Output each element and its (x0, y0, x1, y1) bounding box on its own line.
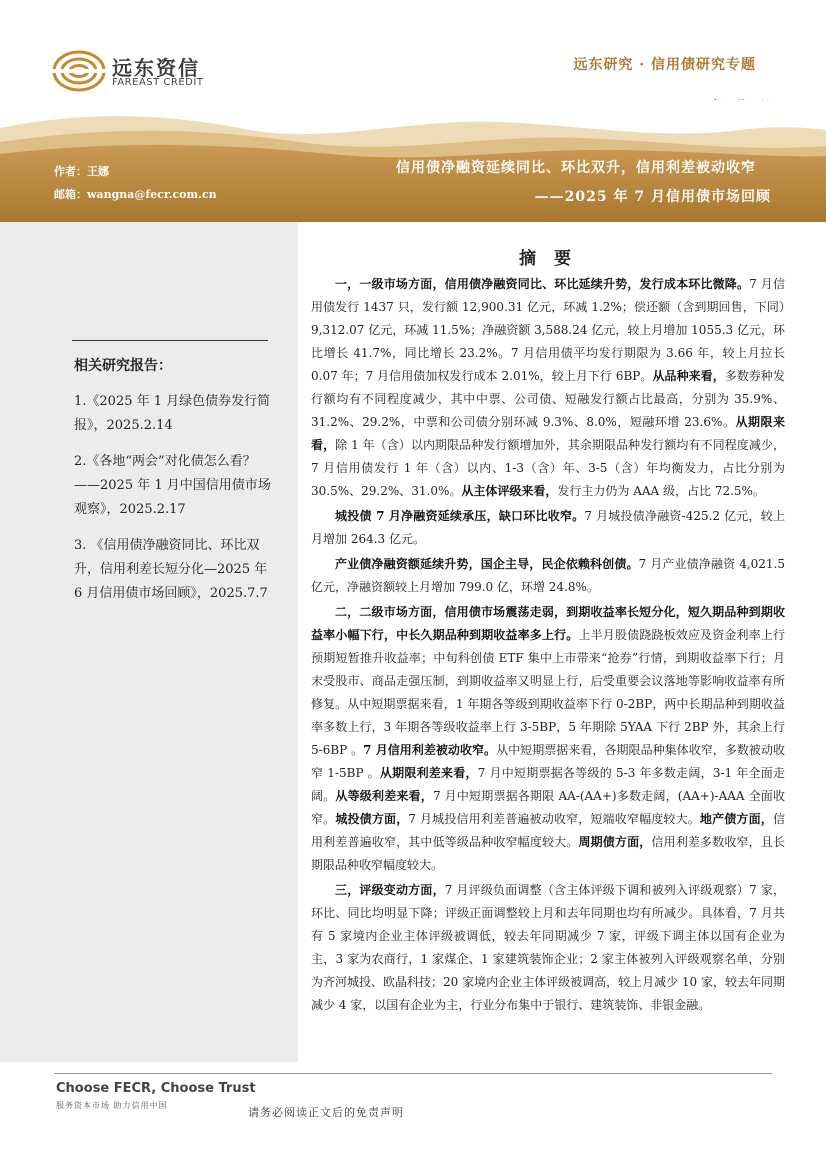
paragraph-lead-text: 二，二级市场方面，信用债市场震荡走弱，到期收益率长短分化，短久期品种到期收益率小幅下行，中长久期品种到期收益率多上行。 (311, 605, 785, 642)
paragraph-text: 上半月股债跷跷板效应及资金利率上行预期短暂推升收益率；中旬科创债 ETF 集中上市带来“抢券”行情，到期收益率下行；月末受股市、商品走强压制，到期收益率又明显上行，后受重要会议落地等影响收益率有所修复。从中短期票据来看，1 年期各等级到期收益率下行 0-2BP，两中长期品种到期收益率多数上行，3 年期各等级收益率上行 3-5BP，5 年期除 5YAA 下行 2BP 外，其余上行 5-6BP 。 (311, 628, 785, 757)
paragraph-text: 除 1 年（含）以内期限品种发行额增加外，其余期限品种发行额均有不同程度减少，7 月信用债发行 1 年（含）以内、1-3（含）年、3-5（含）年均衡发力，占比分别为 30.5%、29.2%、31.0%。 (311, 438, 785, 498)
paragraph-lead-text: 城投债方面， (335, 812, 409, 826)
paragraph-text: 信用利差多数收窄，且长期限品种收窄幅度较大。 (311, 835, 785, 872)
paragraph-lead-text: 从期限来看， (311, 415, 785, 452)
fareast-logo-icon (52, 50, 106, 92)
footer-slogan-english: Choose FECR, Choose Trust (56, 1081, 256, 1096)
footer-divider (54, 1073, 772, 1074)
related-report-item[interactable]: 2.《各地“两会”对化债怎么看？——2025 年 1 月中国信用债市场观察》，2025.2.17 (74, 454, 271, 517)
paragraph-lead-text: 从主体评级来看， (461, 484, 558, 498)
author-name: 王娜 (87, 165, 109, 178)
paragraph-text: 7 月产业债净融资 4,021.5 亿元，净融资额较上月增加 799.0 亿，环增 24.8%。 (311, 557, 785, 594)
abstract-body (311, 273, 785, 1017)
related-reports-heading: 相关研究报告： (74, 358, 172, 374)
paragraph-text: 7 月中短期票据各期限 AA-(AA+)多数走阔，(AA+)-AAA 全面收窄。 (311, 789, 785, 826)
related-report-item[interactable]: 3. 《信用债净融资同比、环比双升，信用利差长短分化—2025 年 6 月信用债市场回顾》，2025.7.7 (74, 538, 268, 601)
paragraph-lead-text: 产业债净融资额延续升势，国企主导，民企依赖科创债。 (335, 557, 639, 571)
abstract-section (311, 244, 785, 1019)
report-series: 远东研究 · 信用债研究专题 (573, 57, 756, 73)
sidebar-panel (0, 222, 298, 1062)
paragraph-lead-text: 从期限利差来看， (379, 766, 478, 780)
paragraph-lead-text: 地产债方面， (699, 812, 773, 826)
logo-english-name: FAREAST CREDIT (112, 77, 204, 88)
paragraph-text: 发行主力仍为 AAA 级，占比 72.5%。 (557, 484, 765, 498)
abstract-paragraph (311, 879, 785, 1017)
paragraph-text: 从中短期票据来看，各期限品种集体收窄，多数被动收窄 1-5BP 。 (311, 743, 785, 780)
paragraph-text: 7 月城投债净融资-425.2 亿元，较上月增加 264.3 亿元。 (311, 509, 785, 546)
abstract-paragraph (311, 553, 785, 599)
paragraph-text: 7 月信用债发行 1437 只，发行额 12,900.31 亿元，环减 1.2%；偿还额（含到期回售，下同）9,312.07 亿元，环减 11.5%；净融资额 3,588.24 亿元，较上月增加 1055.3 亿元，环比增长 41.7%，同比增长 23.2%。7 月信用债平均发行期限为 3.66 年，较上月拉长 0.07 年；7 月信用债加权发行成本 2.01%，较上月下行 6BP。 (311, 277, 785, 383)
email-line (54, 186, 217, 202)
abstract-title: 摘 要 (519, 249, 577, 269)
email-label: 邮箱： (54, 188, 87, 201)
paragraph-lead-text: 城投债 7 月净融资延续承压，缺口环比收窄。 (335, 509, 585, 523)
paragraph-text: 多数券种发行额均有不同程度减少，其中中票、公司债、短融发行额占比最高，分别为 35.9%、31.2%、29.2%，中票和公司债分别环减 9.3%、8.0%，短融环增 23.6%。 (311, 369, 785, 429)
paragraph-text: 7 月评级负面调整（含主体评级下调和被列入评级观察）7 家，环比、同比均明显下降；评级正面调整较上月和去年同期也均有所减少。具体看，7 月共有 5 家境内企业主体评级被调低，较去年同期减少 7 家，评级下调主体以国有企业为主，3 家为农商行，1 家煤企、1 家建筑装饰企业；2 家主体被列入评级观察名单，分别为齐河城投、欧晶科技；20 家境内企业主体评级被调高，较上月减少 10 家，较去年同期减少 4 家，以国有企业为主，行业分布集中于银行、建筑装饰、非银金融。 (311, 883, 785, 1012)
report-subtitle: ——2025 年 7 月信用债市场回顾 (534, 189, 771, 205)
paragraph-lead-text: 三，评级变动方面， (335, 883, 445, 897)
abstract-paragraph (311, 273, 785, 503)
paragraph-lead-text: 一，一级市场方面，信用债净融资同比、环比延续升势，发行成本环比微降。 (335, 277, 750, 291)
author-line (54, 163, 109, 179)
abstract-paragraph (311, 505, 785, 551)
sidebar-divider (72, 340, 268, 341)
abstract-paragraph (311, 601, 785, 877)
paragraph-lead-text: 从等级利差来看， (335, 789, 433, 803)
email-address[interactable]: wangna@fecr.com.cn (87, 188, 217, 201)
disclaimer-note: 请务必阅读正文后的免责声明 (248, 1106, 404, 1119)
paragraph-lead-text: 从品种来看， (652, 369, 725, 383)
paragraph-lead-text: 7 月信用利差被动收窄。 (363, 743, 497, 757)
author-label: 作者： (54, 165, 87, 178)
logo-chinese-name: 远东资信 (112, 56, 200, 80)
paragraph-text: 信用利差普遍收窄，其中低等级品种收窄幅度较大。 (311, 812, 785, 849)
paragraph-text: 7 月城投信用利差普遍被动收窄，短端收窄幅度较大。 (408, 812, 700, 826)
paragraph-lead-text: 周期债方面， (578, 835, 652, 849)
report-title: 信用债净融资延续同比、环比双升，信用利差被动收窄 (396, 160, 756, 176)
paragraph-text: 7 月中短期票据各等级的 5-3 年多数走阔，3-1 年全面走阔。 (311, 766, 785, 803)
footer-slogan-chinese: 服务资本市场 助力信用中国 (56, 1101, 168, 1110)
related-report-item[interactable]: 1.《2025 年 1 月绿色债券发行简报》，2025.2.14 (74, 394, 271, 433)
related-reports-list (74, 390, 274, 618)
